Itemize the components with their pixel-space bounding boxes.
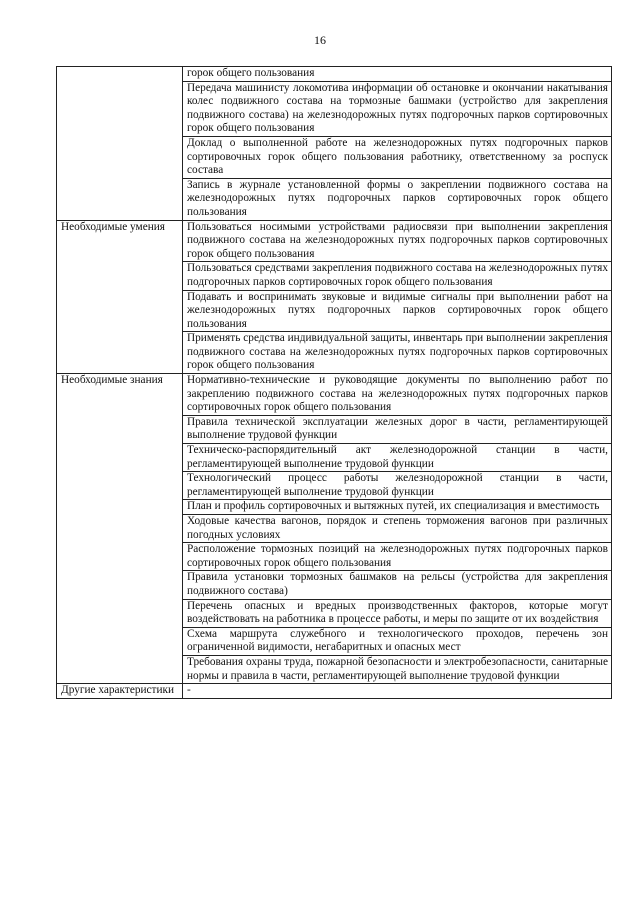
table-row	[57, 67, 612, 82]
section-item: Технологический процесс работы железнодорожной станции в части, регламентирующей выполнение трудовой функции	[183, 472, 612, 500]
page-number: 16	[314, 33, 326, 47]
section-item: Пользоваться носимыми устройствами радиосвязи при выполнении закрепления подвижного состава на железнодорожных путях подгорочных парков сортировочных горок общего пользования	[183, 220, 612, 262]
section-item: Применять средства индивидуальной защиты, инвентарь при выполнении закрепления подвижного состава на железнодорожных путях подгорочных парков сортировочных горок общего пользования	[183, 332, 612, 374]
section-item: Ходовые качества вагонов, порядок и степень торможения вагонов при различных погодных условиях	[183, 515, 612, 543]
requirements-table	[56, 66, 612, 699]
section-item: Запись в журнале установленной формы о закреплении подвижного состава на железнодорожных путях подгорочных парков сортировочных горок общего пользования	[183, 178, 612, 220]
section-item: Правила установки тормозных башмаков на рельсы (устройства для закрепления подвижного состава)	[183, 571, 612, 599]
section-item: -	[183, 684, 612, 699]
requirements-table-body	[57, 67, 612, 699]
table-row	[57, 684, 612, 699]
section-item: Передача машинисту локомотива информации об остановке и окончании накатывания колес подвижного состава на тормозные башмаки (устройство для закрепления подвижного состава) на железнодорожных путях подгорочных парков сортировочных горок общего пользования	[183, 81, 612, 136]
section-item: Перечень опасных и вредных производственных факторов, которые могут воздействовать на работника в процессе работы, и меры по защите от их воздействия	[183, 599, 612, 627]
table-row	[57, 374, 612, 416]
section-item: Требования охраны труда, пожарной безопасности и электробезопасности, санитарные нормы и правила в части, регламентирующей выполнение трудовой функции	[183, 655, 612, 683]
section-label	[57, 67, 183, 221]
section-item: Доклад о выполненной работе на железнодорожных путях подгорочных парков сортировочных горок общего пользования работнику, ответственному за роспуск состава	[183, 136, 612, 178]
section-item: Нормативно-технические и руководящие документы по выполнению работ по закреплению подвижного состава на железнодорожных путях подгорочных парков сортировочных горок общего пользования	[183, 374, 612, 416]
section-label: Другие характеристики	[57, 684, 183, 699]
section-item: План и профиль сортировочных и вытяжных путей, их специализация и вместимость	[183, 500, 612, 515]
section-item: Расположение тормозных позиций на железнодорожных путях подгорочных парков сортировочных горок общего пользования	[183, 543, 612, 571]
section-item: Подавать и воспринимать звуковые и видимые сигналы при выполнении работ на железнодорожных путях подгорочных парков сортировочных горок общего пользования	[183, 290, 612, 332]
section-label: Необходимые умения	[57, 220, 183, 374]
section-item: Техническо-распорядительный акт железнодорожной станции в части, регламентирующей выполнение трудовой функции	[183, 444, 612, 472]
section-item: горок общего пользования	[183, 67, 612, 82]
section-item: Пользоваться средствами закрепления подвижного состава на железнодорожных путях подгорочных парков сортировочных горок общего пользования	[183, 262, 612, 290]
table-row	[57, 220, 612, 262]
section-item: Правила технической эксплуатации железных дорог в части, регламентирующей выполнение трудовой функции	[183, 415, 612, 443]
section-label: Необходимые знания	[57, 374, 183, 684]
section-item: Схема маршрута служебного и технологического проходов, перечень зон ограниченной видимости, негабаритных и опасных мест	[183, 627, 612, 655]
